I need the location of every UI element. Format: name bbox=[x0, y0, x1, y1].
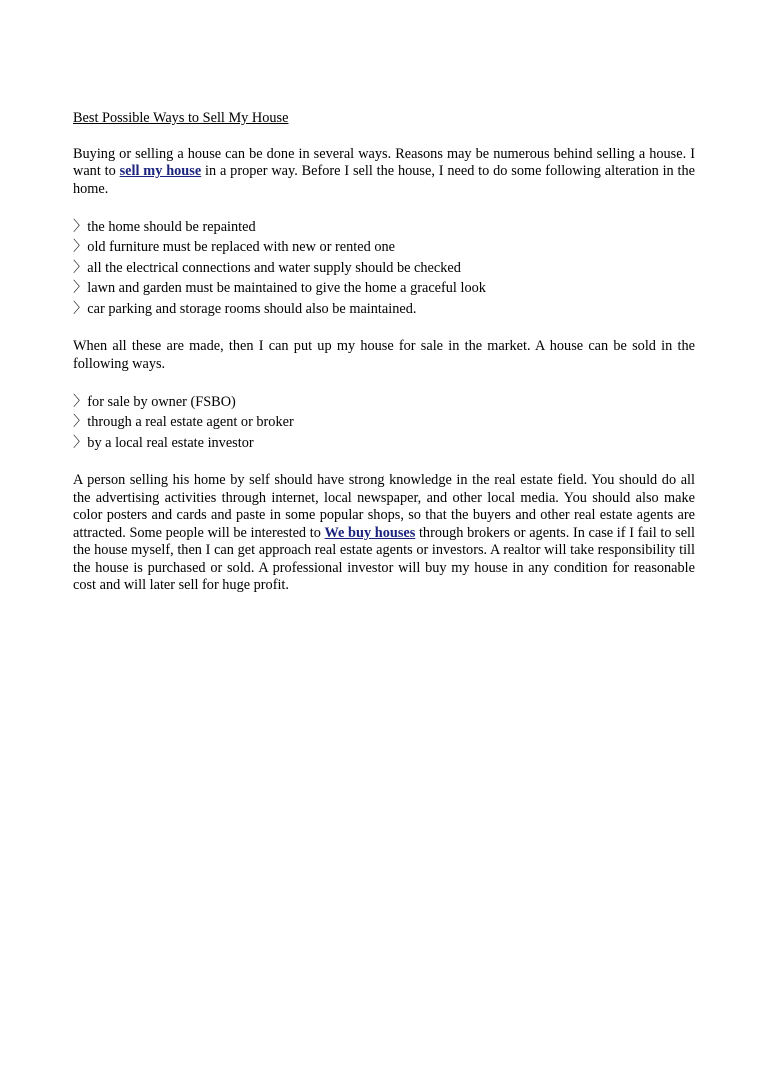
bullet-glyph: 〉 bbox=[73, 280, 88, 297]
intro-paragraph bbox=[73, 146, 695, 199]
bullet-glyph: 〉 bbox=[73, 259, 88, 276]
intro-text-before-link: Buying or selling a house can be done in several ways. Reasons may be numerous behind selling a house. I want to bbox=[73, 145, 695, 179]
list-item bbox=[73, 237, 695, 257]
closing-text-before-link: A person selling his home by self should have strong knowledge in the real estate field. You should do all the advertising activities through internet, local newspaper, and other local media. You should also make color posters and cards and paste in some popular shops, so that the buyers and other real estate agents are attracted. Some people will be interested to bbox=[73, 472, 695, 541]
bullet-glyph: 〉 bbox=[73, 219, 88, 235]
intro-text-after-link: in a proper way. Before I sell the house, I need to do some following alteration in the home. bbox=[73, 163, 696, 197]
list-item-text: by a local real estate investor bbox=[87, 434, 254, 451]
bullet-glyph: 〉 bbox=[73, 434, 88, 451]
list-item-text: through a real estate agent or broker bbox=[87, 414, 294, 431]
alterations-list bbox=[73, 217, 695, 319]
sale-ways-list bbox=[73, 392, 695, 453]
list-item bbox=[73, 278, 695, 298]
list-item-text: lawn and garden must be maintained to give the home a graceful look bbox=[87, 280, 486, 297]
closing-paragraph bbox=[73, 472, 695, 595]
list-item-text: all the electrical connections and water supply should be checked bbox=[87, 259, 461, 276]
list-item-text: the home should be repainted bbox=[87, 219, 256, 235]
document-title: Best Possible Ways to Sell My House bbox=[73, 110, 289, 126]
list-item bbox=[73, 433, 695, 453]
bullet-glyph: 〉 bbox=[73, 414, 88, 431]
bullet-glyph: 〉 bbox=[73, 300, 88, 317]
we-buy-houses-link[interactable]: We buy houses bbox=[324, 524, 416, 541]
middle-paragraph: When all these are made, then I can put up my house for sale in the market. A house can be sold in the following ways. bbox=[73, 338, 695, 372]
list-item bbox=[73, 299, 695, 319]
document-page bbox=[73, 110, 695, 614]
list-item bbox=[73, 217, 695, 237]
list-item bbox=[73, 392, 695, 412]
list-item-text: old furniture must be replaced with new or rented one bbox=[87, 239, 395, 256]
sell-my-house-link[interactable]: sell my house bbox=[119, 163, 202, 179]
list-item-text: car parking and storage rooms should also be maintained. bbox=[87, 300, 417, 317]
list-item-text: for sale by owner (FSBO) bbox=[87, 394, 236, 411]
closing-text-after-link: through brokers or agents. In case if I fail to sell the house myself, then I can get approach real estate agents or investors. A realtor will take responsibility till the house is purchased or sold. A professional investor will buy my house in any condition for reasonable cost and will later sell for huge profit. bbox=[73, 524, 695, 594]
bullet-glyph: 〉 bbox=[73, 239, 88, 256]
list-item bbox=[73, 412, 695, 432]
bullet-glyph: 〉 bbox=[73, 394, 88, 411]
list-item bbox=[73, 258, 695, 278]
